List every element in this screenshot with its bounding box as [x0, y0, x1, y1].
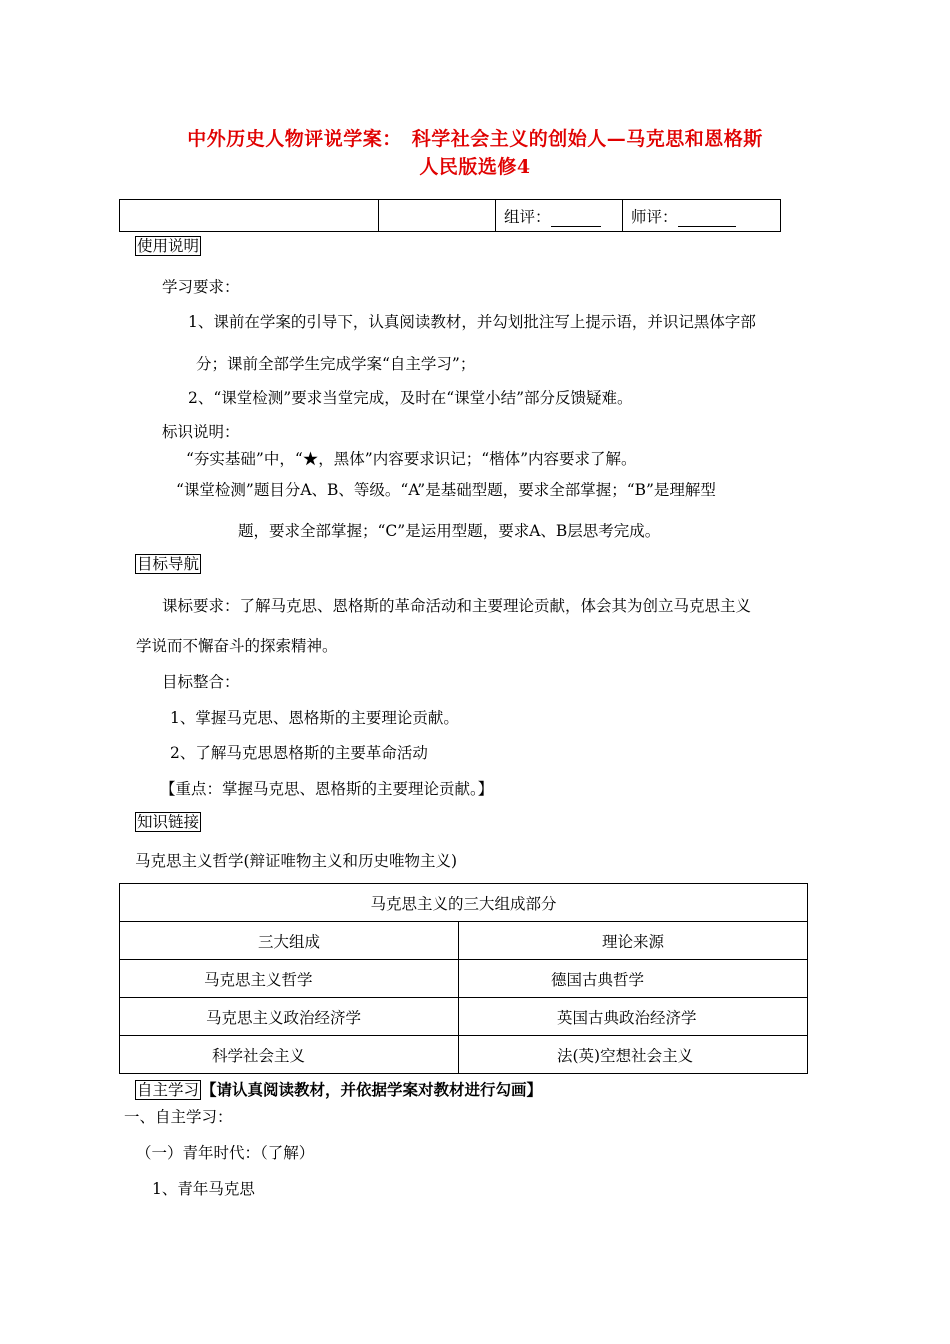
table-cell: 科学社会主义 [120, 1036, 459, 1074]
table-header: 理论来源 [459, 922, 808, 960]
curriculum-line1: 课标要求：了解马克思、恩格斯的革命活动和主要理论贡献，体会其为创立马克思主义 [162, 597, 752, 615]
self-study-section: 一、自主学习： [124, 1108, 233, 1126]
self-study-item: 1、青年马克思 [152, 1180, 255, 1198]
table-header: 三大组成 [120, 922, 459, 960]
header-table [119, 199, 781, 232]
teacher-eval-blank[interactable] [678, 212, 736, 227]
page-subtitle: 人民版选修4 [419, 156, 531, 178]
group-eval-blank[interactable] [551, 212, 601, 227]
header-cell-blank-2 [379, 200, 496, 232]
self-study-instruction: 【请认真阅读教材，并依据学案对教材进行勾画】 [201, 1080, 543, 1099]
self-study-subsection: （一）青年时代：（了解） [136, 1144, 315, 1162]
mark-label: 标识说明： [162, 423, 240, 441]
teacher-eval-cell [623, 200, 781, 232]
teacher-eval-label: 师评： [631, 207, 678, 226]
self-study-heading: 自主学习 [137, 1081, 200, 1099]
group-eval-label: 组评： [504, 207, 551, 226]
philosophy-line: 马克思主义哲学(辩证唯物主义和历史唯物主义) [135, 852, 458, 870]
table-cell: 马克思主义哲学 [120, 960, 459, 998]
table-row [120, 998, 808, 1036]
goals-heading: 目标导航 [137, 555, 200, 573]
table-row [120, 960, 808, 998]
goal2: 2、了解马克思恩格斯的主要革命活动 [170, 744, 428, 762]
study-req-label: 学习要求： [162, 278, 240, 296]
components-caption: 马克思主义的三大组成部分 [120, 884, 808, 922]
page-title: 中外历史人物评说学案： 科学社会主义的创始人—马克思和恩格斯 [187, 128, 763, 150]
components-table [119, 883, 808, 1074]
curriculum-line2: 学说而不懈奋斗的探索精神。 [136, 637, 338, 655]
table-cell: 英国古典政治经济学 [459, 998, 808, 1036]
goal1: 1、掌握马克思、恩格斯的主要理论贡献。 [170, 709, 459, 727]
group-eval-cell [496, 200, 623, 232]
mark2-line2: 题，要求全部掌握；“C”是运用型题，要求A、B层思考完成。 [238, 522, 661, 540]
mark2-line1: “课堂检测”题目分A、B、等级。“A”是基础型题，要求全部掌握；“B”是理解型 [176, 481, 716, 499]
header-cell-blank-1 [120, 200, 379, 232]
req1-line2: 分；课前全部学生完成学案“自主学习”； [196, 355, 476, 373]
integration-label: 目标整合： [162, 673, 240, 691]
knowledge-heading: 知识链接 [137, 813, 200, 831]
usage-heading: 使用说明 [137, 237, 200, 255]
table-cell: 法(英)空想社会主义 [459, 1036, 808, 1074]
table-row [120, 1036, 808, 1074]
req2: 2、“课堂检测”要求当堂完成，及时在“课堂小结”部分反馈疑难。 [188, 389, 633, 407]
self-study-line [135, 1078, 542, 1100]
key-point: 【重点：掌握马克思、恩格斯的主要理论贡献。】 [160, 780, 494, 798]
table-cell: 马克思主义政治经济学 [120, 998, 459, 1036]
req1-line1: 1、课前在学案的引导下，认真阅读教材，并勾划批注写上提示语，并识记黑体字部 [188, 313, 756, 331]
table-cell: 德国古典哲学 [459, 960, 808, 998]
mark1: “夯实基础”中，“★，黑体”内容要求识记；“楷体”内容要求了解。 [186, 450, 637, 468]
